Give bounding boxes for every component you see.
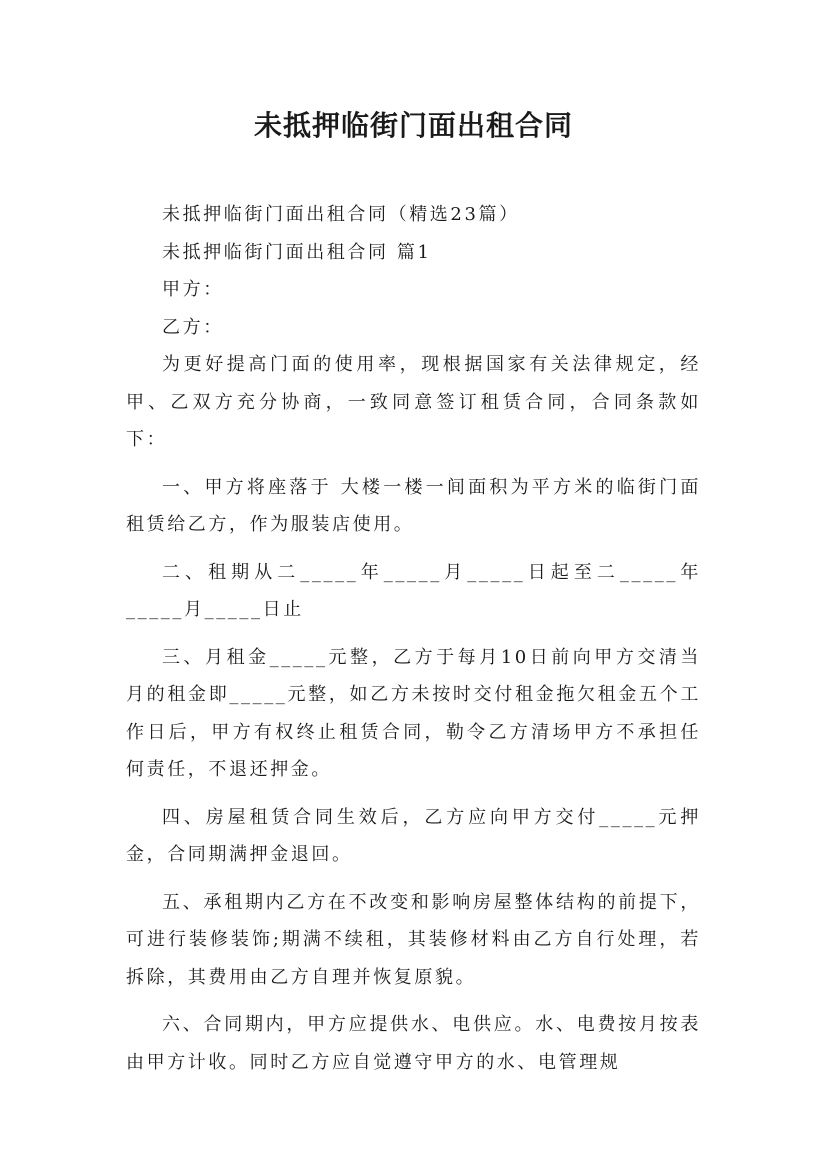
document-body [126,196,701,1081]
clause-3: 三、月租金_____元整，乙方于每月10日前向甲方交清当月的租金即_____元整，如乙方未按时交付租金拖欠租金五个工作日后，甲方有权终止租赁合同，勒令乙方清场甲方不承担任何责任，不退还押金。 [126,646,701,780]
clause-4: 四、房屋租赁合同生效后，乙方应向甲方交付_____元押金，合同期满押金退回。 [126,806,701,865]
party-b-line: 乙方： [162,316,224,338]
clause-1: 一、甲方将座落于 大楼一楼一间面积为平方米的临街门面租赁给乙方，作为服装店使用。 [126,476,701,535]
subtitle-paragraph: 未抵押临街门面出租合同（精选23篇） [162,204,520,225]
preamble-paragraph: 为更好提高门面的使用率，现根据国家有关法律规定，经甲、乙双方充分协商，一致同意签订租赁合同，合同条款如下： [126,354,701,450]
document-title: 未抵押临街门面出租合同 [253,109,573,142]
clause-6: 六、合同期内，甲方应提供水、电供应。水、电费按月按表由甲方计收。同时乙方应自觉遵守甲方的水、电管理规 [126,1014,701,1073]
clause-2: 二、租期从二_____年_____月_____日起至二_____年_____月_____日止 [126,561,701,620]
party-a-line: 甲方： [162,279,224,300]
section-heading: 未抵押临街门面出租合同 篇1 [162,241,432,263]
clause-5: 五、承租期内乙方在不改变和影响房屋整体结构的前提下，可进行装修装饰;期满不续租，其装修材料由乙方自行处理，若拆除，其费用由乙方自理并恢复原貌。 [126,891,701,988]
